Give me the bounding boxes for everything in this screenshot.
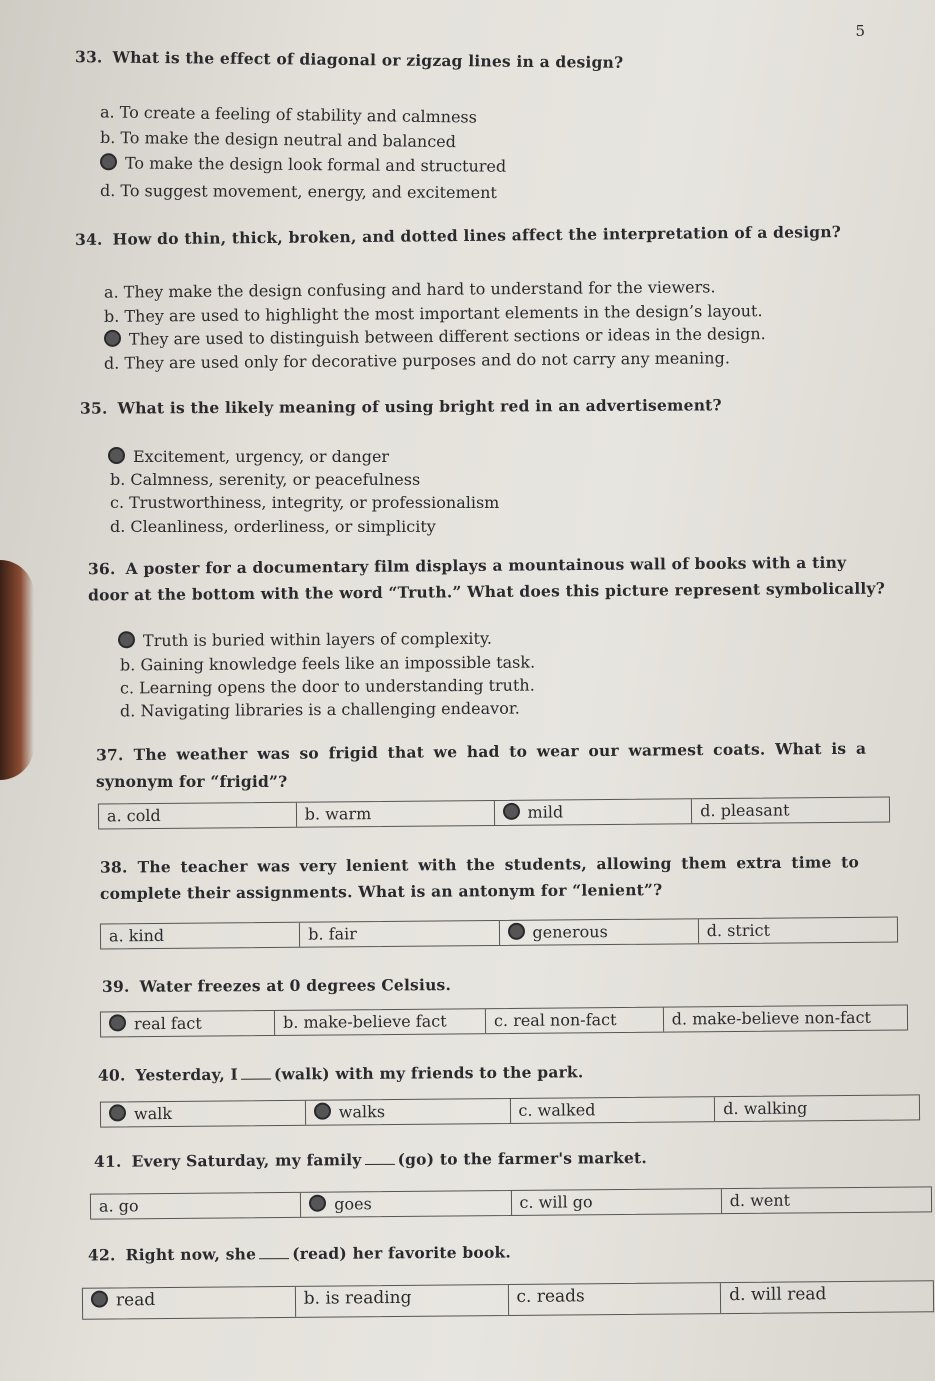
option-38a[interactable]: a. kind [101,923,300,949]
selected-answer-mark [108,447,125,464]
sentence-end: (go) to the farmer's market. [397,1148,647,1169]
selected-answer-mark [314,1103,331,1120]
option-39b[interactable]: b. make-believe fact [275,1009,486,1035]
sentence-end: (read) her favorite book. [292,1242,512,1264]
option-37c[interactable] [494,799,692,825]
option-36a[interactable] [118,629,492,651]
option-41d[interactable]: d. went [729,1190,791,1211]
option-text: mild [527,802,564,822]
question-number: 40. [97,1065,126,1085]
option-34c[interactable] [104,324,766,349]
question-text-line1: A poster for a documentary film displays a mountainous wall of books with a tiny [125,552,847,578]
question-37-line2: synonym for “frigid”? [96,772,288,791]
answer-blank[interactable] [365,1164,395,1165]
question-41 [94,1148,647,1171]
option-text: Excitement, urgency, or danger [133,447,390,466]
question-text: What is the effect of diagonal or zigzag lines in a design? [112,47,624,72]
question-36-line2: door at the bottom with the word “Truth.” What does this picture represent symbolically? [87,578,886,605]
question-34 [75,222,841,249]
option-37b[interactable]: b. warm [297,801,495,827]
question-text: Water freezes at 0 degrees Celsius. [139,975,452,996]
question-number: 33. [74,47,103,67]
option-35b[interactable]: b. Calmness, serenity, or peacefulness [110,470,421,489]
option-36d[interactable]: d. Navigating libraries is a challenging endeavor. [119,698,520,721]
option-text: generous [532,922,608,942]
option-33a[interactable]: a. To create a feeling of stability and calmness [99,102,478,127]
option-42a[interactable] [83,1287,296,1319]
question-number: 37. [95,745,124,765]
option-41b[interactable] [301,1191,511,1217]
option-33c[interactable] [100,153,506,176]
question-text: How do thin, thick, broken, and dotted lines affect the interpretation of a design? [112,221,842,249]
question-number: 35. [79,398,108,418]
option-40c[interactable]: c. walked [510,1097,715,1123]
option-text: walks [338,1102,386,1122]
option-text: read [115,1290,156,1311]
question-text: What is the likely meaning of using bright red in an advertisement? [117,395,722,418]
option-35d[interactable]: d. Cleanliness, orderliness, or simplicity [110,517,436,536]
thumb-shadow [0,560,34,780]
option-text: real fact [133,1013,202,1034]
question-33 [75,47,624,72]
option-34d[interactable]: d. They are used only for decorative purposes and do not carry any meaning. [103,348,730,373]
selected-answer-mark [118,631,135,648]
selected-answer-mark [91,1290,108,1307]
option-42d[interactable]: d. will read [729,1284,827,1306]
option-34a[interactable]: a. They make the design confusing and hard to understand for the viewers. [103,277,716,302]
question-36 [88,553,846,579]
question-number: 34. [74,229,103,250]
answer-table-38 [100,917,898,950]
question-40 [98,1062,584,1084]
option-36c[interactable]: c. Learning opens the door to understanding truth. [119,675,535,698]
question-text-line1: The teacher was very lenient with the students, allowing them extra time to [137,852,860,877]
option-38b[interactable]: b. fair [300,921,499,947]
option-42b[interactable]: b. is reading [296,1285,509,1317]
selected-answer-mark [507,923,524,940]
option-text: Truth is buried within layers of complexity. [142,628,492,651]
selected-answer-mark [309,1195,326,1212]
option-37a[interactable]: a. cold [99,803,297,829]
option-text: They are used to distinguish between different sections or ideas in the design. [128,324,766,349]
answer-table-42 [82,1280,934,1319]
selected-answer-mark [100,153,117,170]
option-41a[interactable]: a. go [91,1193,301,1219]
answer-table-41 [90,1186,932,1219]
question-39 [102,975,451,996]
question-38 [100,852,859,876]
option-39c[interactable]: c. real non-fact [486,1008,664,1034]
selected-answer-mark [109,1104,126,1121]
question-35 [80,395,722,417]
question-42 [88,1243,511,1265]
option-37d[interactable]: d. pleasant [700,800,790,821]
option-34b[interactable]: b. They are used to highlight the most important elements in the design’s layout. [103,301,763,326]
sentence-start: Right now, she [125,1244,257,1265]
sentence-start: Yesterday, I [135,1064,238,1085]
selected-answer-mark [109,1014,126,1031]
selected-answer-mark [104,330,121,347]
option-39a[interactable] [101,1011,275,1037]
question-text-line1: The weather was so frigid that we had to wear our warmest coats. What is a [133,738,867,765]
sentence-start: Every Saturday, my family [131,1150,362,1171]
answer-table-40 [100,1094,920,1127]
option-39d[interactable]: d. make-believe non-fact [671,1007,872,1029]
option-42c[interactable]: c. reads [508,1283,721,1315]
question-number: 36. [87,559,116,579]
option-text: To make the design look formal and structured [124,153,507,176]
option-36b[interactable]: b. Gaining knowledge feels like an impossible task. [119,652,536,675]
answer-table-37 [98,797,890,830]
option-text: walk [133,1103,173,1124]
question-number: 41. [93,1151,122,1171]
question-38-line2: complete their assignments. What is an antonym for “lenient”? [99,880,663,903]
question-number: 39. [101,976,130,996]
option-35a[interactable] [108,447,389,466]
page-number: 5 [855,22,865,40]
option-41c[interactable]: c. will go [511,1189,721,1215]
answer-table-39 [100,1004,908,1037]
option-38d[interactable]: d. strict [706,920,771,941]
option-35c[interactable]: c. Trustworthiness, integrity, or professionalism [110,493,500,512]
answer-blank[interactable] [259,1258,289,1259]
selected-answer-mark [502,803,519,820]
option-40b[interactable] [306,1099,511,1125]
sentence-end: (walk) with my friends to the park. [273,1062,584,1084]
option-40d[interactable]: d. walking [723,1098,808,1119]
option-40a[interactable] [101,1101,306,1127]
question-number: 42. [87,1245,116,1265]
question-number: 38. [99,857,128,877]
option-33d[interactable]: d. To suggest movement, energy, and excitement [99,180,497,203]
question-37 [96,739,866,765]
option-38c[interactable] [499,919,698,945]
option-33b[interactable]: b. To make the design neutral and balanced [99,127,457,152]
option-text: goes [334,1194,372,1214]
answer-blank[interactable] [241,1078,271,1079]
